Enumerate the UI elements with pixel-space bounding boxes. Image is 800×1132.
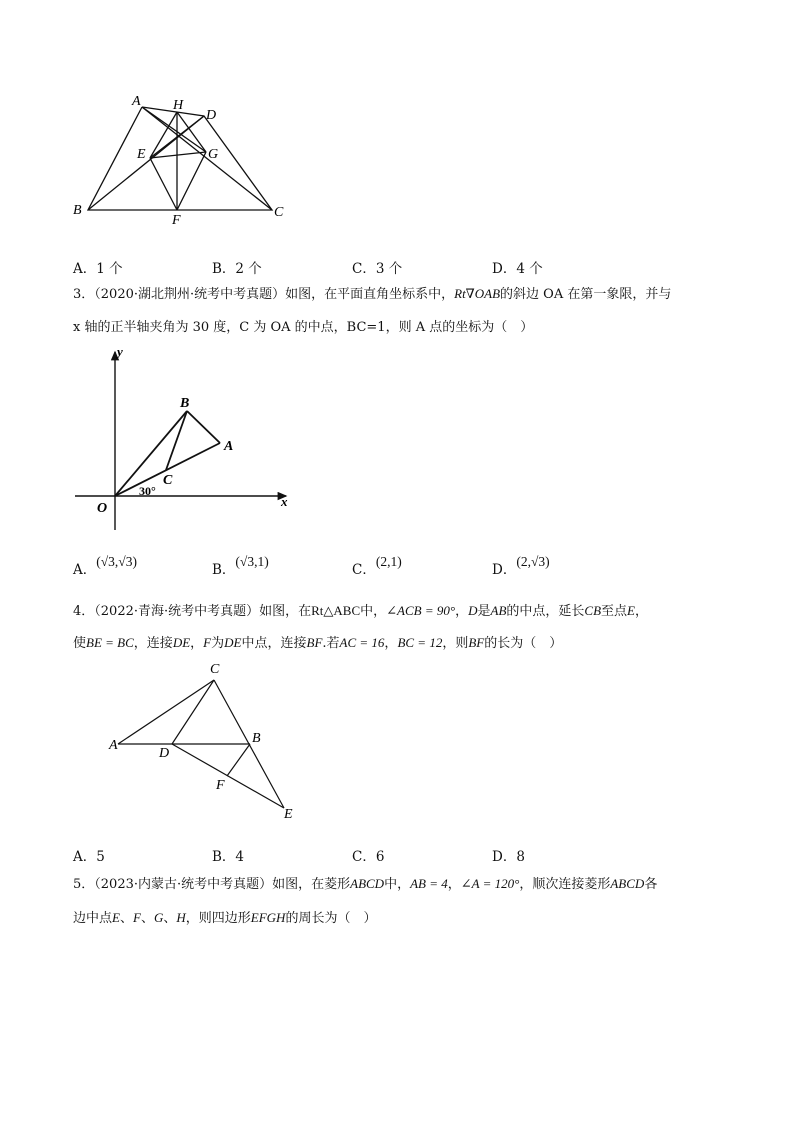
- q4-option-d: D．8: [492, 849, 525, 865]
- q3-option-a: A．(√3,√3): [73, 554, 137, 578]
- fig1-label-G: G: [208, 147, 219, 162]
- fig1-label-D: D: [206, 108, 217, 123]
- q2-option-c: C．3 个: [352, 261, 403, 277]
- fig2-label-A: A: [224, 439, 234, 454]
- q3-option-c: C．(2,1): [352, 554, 402, 578]
- fig1-label-E: E: [137, 147, 146, 162]
- q4-option-b: B．4: [212, 849, 245, 865]
- q5-line2: 边中点E、F、G、H，则四边形EFGH的周长为（ ）: [73, 910, 377, 926]
- q2-option-a: A．1 个: [73, 261, 123, 277]
- q4-option-c: C．6: [352, 849, 385, 865]
- q4-line1: 4．（2022·青海·统考中考真题）如图，在Rt△ABC中，∠ACB = 90°，D是AB的中点，延长CB至点E，: [73, 603, 649, 619]
- fig2-angle-label: 30°: [139, 484, 156, 498]
- fig2-label-C: C: [163, 473, 173, 488]
- q4-line2: 使BE = BC，连接DE，F为DE中点，连接BF.若AC = 16，BC = 12，则BF的长为（ ）: [73, 635, 563, 651]
- fig3-label-F: F: [216, 778, 225, 793]
- q3-line2: x 轴的正半轴夹角为 30 度，C 为 OA 的中点，BC=1，则 A 点的坐标为（ ）: [73, 320, 534, 335]
- q3-line1: 3．（2020·湖北荆州·统考中考真题）如图，在平面直角坐标系中，Rt∇OAB的斜边 OA 在第一象限，并与: [73, 286, 672, 302]
- fig3-label-B: B: [252, 731, 261, 746]
- q2-option-b: B．2 个: [212, 261, 262, 277]
- q3-option-d: D．(2,√3): [492, 554, 550, 578]
- figure-coordinate-triangle: [70, 340, 310, 530]
- figure-trapezoid: [60, 90, 300, 230]
- fig1-label-H: H: [173, 98, 184, 113]
- fig1-label-A: A: [132, 94, 141, 109]
- fig1-label-C: C: [274, 205, 284, 220]
- q5-line1: 5．（2023·内蒙古·统考中考真题）如图，在菱形ABCD中，AB = 4，∠A = 120°，顺次连接菱形ABCD各: [73, 876, 658, 892]
- fig3-label-A: A: [109, 738, 118, 753]
- fig3-label-E: E: [284, 807, 293, 822]
- fig2-label-x: x: [281, 494, 288, 509]
- q3-option-b: B．(√3,1): [212, 554, 269, 578]
- figure-triangle-abc: [100, 660, 310, 825]
- fig2-label-O: O: [97, 501, 108, 516]
- fig2-label-B: B: [180, 396, 190, 411]
- q2-option-d: D．4 个: [492, 261, 543, 277]
- fig3-label-D: D: [159, 746, 170, 761]
- fig1-label-B: B: [73, 203, 82, 218]
- q4-option-a: A．5: [73, 849, 105, 865]
- fig1-label-F: F: [172, 213, 181, 228]
- fig3-label-C: C: [210, 662, 220, 677]
- fig2-label-y: y: [117, 344, 123, 359]
